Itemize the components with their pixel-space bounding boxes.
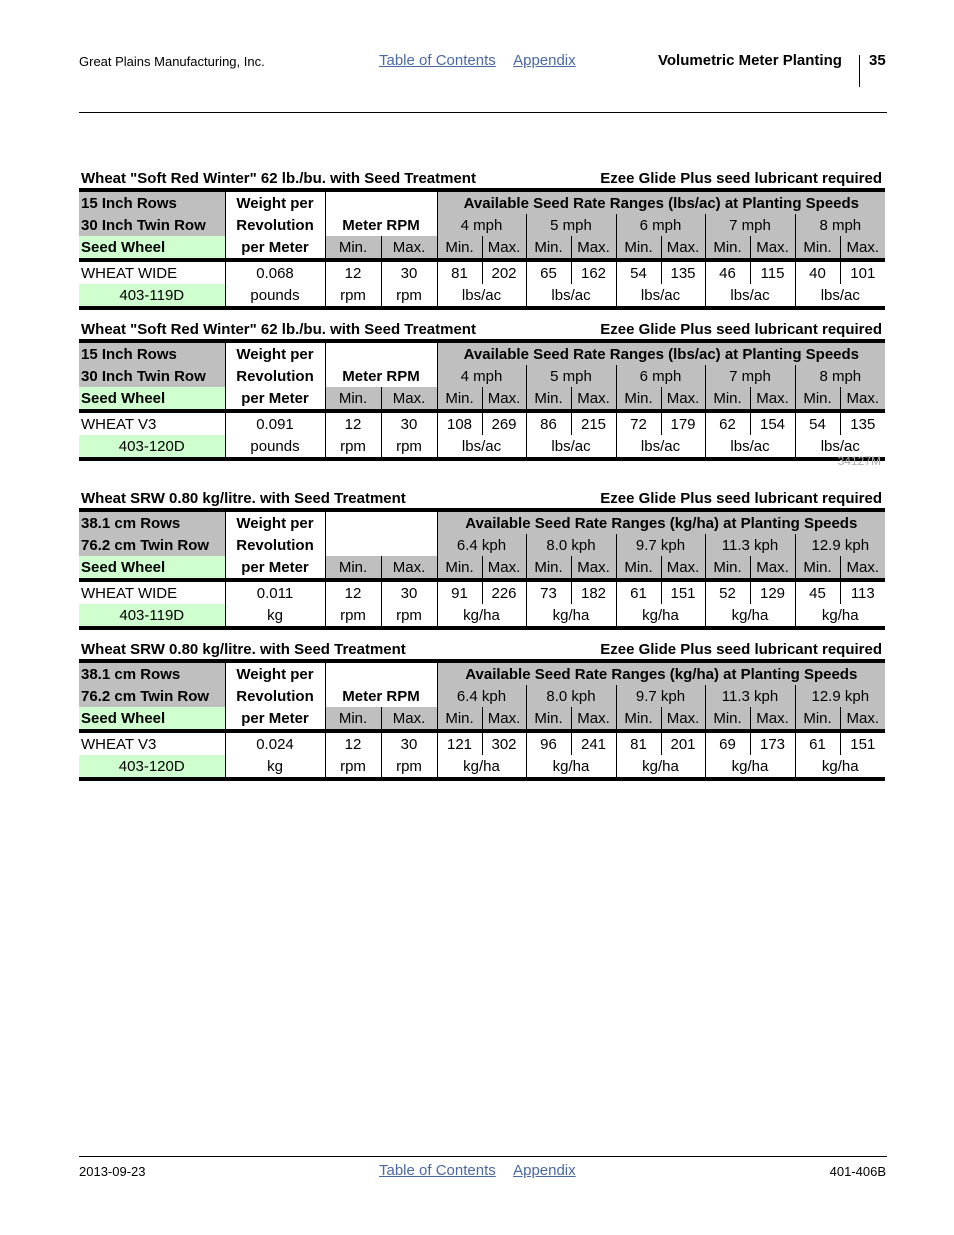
table-bottom-rule — [79, 626, 885, 630]
table-bottom-rule — [79, 457, 885, 461]
rpm-unit: rpm — [325, 755, 381, 777]
rate-min-value: 61 — [795, 731, 840, 755]
rpm-min-value: 12 — [325, 260, 381, 284]
speed-header: 8.0 kph — [526, 534, 616, 556]
rpm-unit: rpm — [381, 284, 437, 306]
weight-header: Revolution — [225, 214, 325, 236]
min-header: Min. — [526, 387, 571, 411]
seed-rate-table-3 — [79, 490, 885, 630]
speed-header: 9.7 kph — [616, 685, 705, 707]
rate-max-value: 129 — [750, 580, 795, 604]
min-header: Min. — [437, 707, 482, 731]
lubricant-note: Ezee Glide Plus seed lubricant required — [600, 170, 882, 187]
rpm-max-value: 30 — [381, 411, 437, 435]
rate-min-value: 108 — [437, 411, 482, 435]
available-rates-header: Available Seed Rate Ranges (kg/ha) at Planting Speeds — [437, 663, 885, 685]
seed-wheel-part-number: 403-119D — [79, 284, 225, 306]
rate-unit: kg/ha — [616, 604, 705, 626]
meter-rpm-header — [325, 534, 437, 556]
table-title-row — [79, 490, 885, 508]
table-bottom-rule — [79, 306, 885, 310]
company-name: Great Plains Manufacturing, Inc. — [79, 54, 265, 69]
seed-rate-table — [79, 663, 885, 777]
rate-max-value: 241 — [571, 731, 616, 755]
min-header: Min. — [705, 236, 750, 260]
weight-header: Revolution — [225, 685, 325, 707]
rate-max-value: 202 — [482, 260, 526, 284]
min-header: Min. — [437, 387, 482, 411]
footer-nav — [379, 1162, 590, 1179]
header-row — [79, 663, 885, 685]
max-header: Max. — [661, 707, 705, 731]
max-header: Max. — [750, 707, 795, 731]
appendix-link[interactable]: Appendix — [513, 1162, 576, 1179]
speed-header: 8 mph — [795, 365, 885, 387]
table-title: Wheat SRW 0.80 kg/litre. with Seed Treatment — [81, 490, 406, 507]
rate-unit: lbs/ac — [705, 435, 795, 457]
rpm-unit: rpm — [325, 604, 381, 626]
table-title: Wheat "Soft Red Winter" 62 lb./bu. with Seed Treatment — [81, 321, 476, 338]
row-spacing-label: 38.1 cm Rows — [79, 663, 225, 685]
lubricant-note: Ezee Glide Plus seed lubricant required — [600, 641, 882, 658]
seed-wheel-part-number: 403-120D — [79, 755, 225, 777]
seed-wheel-name: WHEAT V3 — [79, 411, 225, 435]
appendix-link[interactable]: Appendix — [513, 52, 576, 69]
rpm-max-value: 30 — [381, 731, 437, 755]
weight-unit: pounds — [225, 284, 325, 306]
max-header: Max. — [840, 387, 885, 411]
rate-max-value: 201 — [661, 731, 705, 755]
rate-max-value: 302 — [482, 731, 526, 755]
rate-max-value: 182 — [571, 580, 616, 604]
speed-header: 12.9 kph — [795, 534, 885, 556]
rate-min-value: 121 — [437, 731, 482, 755]
rpm-header-spacer — [325, 512, 437, 534]
row-spacing-label: 15 Inch Rows — [79, 192, 225, 214]
rate-min-value: 62 — [705, 411, 750, 435]
header-row — [79, 387, 885, 411]
rpm-header-spacer — [325, 663, 437, 685]
rpm-unit: rpm — [325, 284, 381, 306]
speed-header: 9.7 kph — [616, 534, 705, 556]
rate-max-value: 173 — [750, 731, 795, 755]
rate-max-value: 151 — [661, 580, 705, 604]
max-header: Max. — [750, 387, 795, 411]
max-header: Max. — [571, 556, 616, 580]
rate-max-value: 113 — [840, 580, 885, 604]
rpm-unit: rpm — [381, 755, 437, 777]
meter-rpm-header: Meter RPM — [325, 365, 437, 387]
weight-value: 0.091 — [225, 411, 325, 435]
min-header: Min. — [437, 556, 482, 580]
rpm-min-value: 12 — [325, 580, 381, 604]
header-row — [79, 556, 885, 580]
rate-min-value: 86 — [526, 411, 571, 435]
available-rates-header: Available Seed Rate Ranges (lbs/ac) at Planting Speeds — [437, 192, 885, 214]
rate-unit: kg/ha — [437, 755, 526, 777]
speed-header: 7 mph — [705, 214, 795, 236]
min-header: Min. — [616, 387, 661, 411]
rpm-max-value: 30 — [381, 580, 437, 604]
rate-min-value: 81 — [616, 731, 661, 755]
figure-number: 34127M — [837, 454, 881, 468]
table-title-row — [79, 321, 885, 339]
seed-rate-table-4 — [79, 641, 885, 781]
rate-min-value: 69 — [705, 731, 750, 755]
rate-unit: kg/ha — [437, 604, 526, 626]
rate-unit: lbs/ac — [705, 284, 795, 306]
min-header: Min. — [616, 236, 661, 260]
weight-unit: pounds — [225, 435, 325, 457]
table-row — [79, 604, 885, 626]
table-title-row — [79, 641, 885, 659]
row-spacing-label: 38.1 cm Rows — [79, 512, 225, 534]
rate-unit: lbs/ac — [526, 284, 616, 306]
max-header: Max. — [840, 707, 885, 731]
rate-min-value: 81 — [437, 260, 482, 284]
rate-max-value: 179 — [661, 411, 705, 435]
speed-header: 11.3 kph — [705, 534, 795, 556]
header-row — [79, 365, 885, 387]
rate-min-value: 65 — [526, 260, 571, 284]
min-header: Min. — [705, 556, 750, 580]
table-row — [79, 755, 885, 777]
max-header: Max. — [482, 707, 526, 731]
seed-wheel-label: Seed Wheel — [79, 556, 225, 580]
header-nav — [379, 52, 590, 69]
speed-header: 6.4 kph — [437, 685, 526, 707]
min-header: Min. — [616, 707, 661, 731]
rate-unit: kg/ha — [705, 755, 795, 777]
max-header: Max. — [661, 556, 705, 580]
rpm-max-value: 30 — [381, 260, 437, 284]
rate-unit: kg/ha — [795, 604, 885, 626]
weight-header: Weight per — [225, 512, 325, 534]
weight-unit: kg — [225, 604, 325, 626]
table-row — [79, 580, 885, 604]
lubricant-note: Ezee Glide Plus seed lubricant required — [600, 321, 882, 338]
min-header: Min. — [526, 236, 571, 260]
page-number: 35 — [869, 52, 886, 69]
toc-link[interactable]: Table of Contents — [379, 1162, 496, 1179]
max-header: Max. — [571, 387, 616, 411]
seed-rate-table — [79, 512, 885, 626]
footer-date: 2013-09-23 — [79, 1164, 146, 1179]
max-header: Max. — [750, 556, 795, 580]
header-row — [79, 214, 885, 236]
rate-min-value: 96 — [526, 731, 571, 755]
seed-wheel-name: WHEAT V3 — [79, 731, 225, 755]
header-row — [79, 512, 885, 534]
table-title: Wheat "Soft Red Winter" 62 lb./bu. with Seed Treatment — [81, 170, 476, 187]
max-header: Max. — [381, 707, 437, 731]
rate-unit: lbs/ac — [795, 284, 885, 306]
rate-min-value: 73 — [526, 580, 571, 604]
max-header: Max. — [482, 236, 526, 260]
speed-header: 8.0 kph — [526, 685, 616, 707]
min-header: Min. — [325, 556, 381, 580]
rate-unit: lbs/ac — [616, 284, 705, 306]
speed-header: 5 mph — [526, 365, 616, 387]
header-row — [79, 236, 885, 260]
rpm-unit: rpm — [381, 604, 437, 626]
speed-header: 7 mph — [705, 365, 795, 387]
available-rates-header: Available Seed Rate Ranges (lbs/ac) at Planting Speeds — [437, 343, 885, 365]
table-row — [79, 260, 885, 284]
weight-value: 0.024 — [225, 731, 325, 755]
rate-max-value: 101 — [840, 260, 885, 284]
header-row — [79, 534, 885, 556]
max-header: Max. — [750, 236, 795, 260]
weight-header: per Meter — [225, 556, 325, 580]
table-row — [79, 731, 885, 755]
rate-min-value: 45 — [795, 580, 840, 604]
weight-unit: kg — [225, 755, 325, 777]
min-header: Min. — [795, 387, 840, 411]
seed-wheel-name: WHEAT WIDE — [79, 260, 225, 284]
twin-row-label: 76.2 cm Twin Row — [79, 534, 225, 556]
weight-header: per Meter — [225, 236, 325, 260]
rate-min-value: 52 — [705, 580, 750, 604]
twin-row-label: 30 Inch Twin Row — [79, 365, 225, 387]
header-row — [79, 343, 885, 365]
speed-header: 11.3 kph — [705, 685, 795, 707]
seed-wheel-label: Seed Wheel — [79, 707, 225, 731]
rate-min-value: 72 — [616, 411, 661, 435]
min-header: Min. — [526, 707, 571, 731]
lubricant-note: Ezee Glide Plus seed lubricant required — [600, 490, 882, 507]
seed-rate-table-1 — [79, 170, 885, 310]
header-row — [79, 685, 885, 707]
min-header: Min. — [705, 707, 750, 731]
table-row — [79, 411, 885, 435]
rpm-unit: rpm — [325, 435, 381, 457]
available-rates-header: Available Seed Rate Ranges (kg/ha) at Planting Speeds — [437, 512, 885, 534]
weight-value: 0.011 — [225, 580, 325, 604]
meter-rpm-header: Meter RPM — [325, 685, 437, 707]
row-spacing-label: 15 Inch Rows — [79, 343, 225, 365]
max-header: Max. — [840, 236, 885, 260]
speed-header: 12.9 kph — [795, 685, 885, 707]
table-bottom-rule — [79, 777, 885, 781]
weight-header: Weight per — [225, 192, 325, 214]
rate-unit: kg/ha — [526, 755, 616, 777]
rate-unit: lbs/ac — [526, 435, 616, 457]
rate-min-value: 91 — [437, 580, 482, 604]
min-header: Min. — [616, 556, 661, 580]
min-header: Min. — [325, 236, 381, 260]
speed-header: 6 mph — [616, 214, 705, 236]
rpm-header-spacer — [325, 192, 437, 214]
rpm-min-value: 12 — [325, 731, 381, 755]
max-header: Max. — [381, 556, 437, 580]
twin-row-label: 76.2 cm Twin Row — [79, 685, 225, 707]
seed-wheel-part-number: 403-120D — [79, 435, 225, 457]
min-header: Min. — [325, 707, 381, 731]
rpm-header-spacer — [325, 343, 437, 365]
min-header: Min. — [795, 707, 840, 731]
speed-header: 6 mph — [616, 365, 705, 387]
max-header: Max. — [381, 236, 437, 260]
rate-max-value: 269 — [482, 411, 526, 435]
rpm-unit: rpm — [381, 435, 437, 457]
weight-header: per Meter — [225, 707, 325, 731]
footer-part-number: 401-406B — [829, 1164, 886, 1179]
min-header: Min. — [795, 236, 840, 260]
rate-min-value: 61 — [616, 580, 661, 604]
table-row — [79, 284, 885, 306]
seed-rate-table — [79, 343, 885, 457]
weight-header: Revolution — [225, 534, 325, 556]
rate-min-value: 40 — [795, 260, 840, 284]
header-row — [79, 707, 885, 731]
max-header: Max. — [482, 387, 526, 411]
weight-header: Weight per — [225, 663, 325, 685]
speed-header: 4 mph — [437, 214, 526, 236]
rate-max-value: 135 — [661, 260, 705, 284]
max-header: Max. — [571, 236, 616, 260]
seed-wheel-name: WHEAT WIDE — [79, 580, 225, 604]
meter-rpm-header: Meter RPM — [325, 214, 437, 236]
toc-link[interactable]: Table of Contents — [379, 52, 496, 69]
rate-unit: kg/ha — [795, 755, 885, 777]
table-row — [79, 435, 885, 457]
weight-header: Revolution — [225, 365, 325, 387]
rate-unit: kg/ha — [616, 755, 705, 777]
rate-max-value: 154 — [750, 411, 795, 435]
max-header: Max. — [482, 556, 526, 580]
seed-rate-table — [79, 192, 885, 306]
rate-min-value: 54 — [616, 260, 661, 284]
table-title: Wheat SRW 0.80 kg/litre. with Seed Treatment — [81, 641, 406, 658]
rate-unit: lbs/ac — [795, 435, 885, 457]
rate-unit: lbs/ac — [437, 284, 526, 306]
rate-min-value: 46 — [705, 260, 750, 284]
rate-max-value: 162 — [571, 260, 616, 284]
speed-header: 4 mph — [437, 365, 526, 387]
seed-wheel-label: Seed Wheel — [79, 236, 225, 260]
max-header: Max. — [661, 387, 705, 411]
header-rule — [79, 112, 887, 113]
rpm-min-value: 12 — [325, 411, 381, 435]
rate-max-value: 151 — [840, 731, 885, 755]
min-header: Min. — [325, 387, 381, 411]
max-header: Max. — [661, 236, 705, 260]
rate-max-value: 226 — [482, 580, 526, 604]
speed-header: 5 mph — [526, 214, 616, 236]
rate-unit: lbs/ac — [437, 435, 526, 457]
min-header: Min. — [705, 387, 750, 411]
rate-max-value: 215 — [571, 411, 616, 435]
rate-max-value: 115 — [750, 260, 795, 284]
rate-max-value: 135 — [840, 411, 885, 435]
section-title: Volumetric Meter Planting — [658, 52, 842, 69]
min-header: Min. — [795, 556, 840, 580]
rate-unit: kg/ha — [526, 604, 616, 626]
speed-header: 8 mph — [795, 214, 885, 236]
header-row — [79, 192, 885, 214]
min-header: Min. — [526, 556, 571, 580]
seed-rate-table-2 — [79, 321, 885, 468]
max-header: Max. — [381, 387, 437, 411]
footer-rule — [79, 1156, 887, 1157]
speed-header: 6.4 kph — [437, 534, 526, 556]
table-title-row — [79, 170, 885, 188]
min-header: Min. — [437, 236, 482, 260]
weight-header: Weight per — [225, 343, 325, 365]
max-header: Max. — [840, 556, 885, 580]
header-divider — [859, 55, 860, 87]
rate-unit: kg/ha — [705, 604, 795, 626]
rate-unit: lbs/ac — [616, 435, 705, 457]
twin-row-label: 30 Inch Twin Row — [79, 214, 225, 236]
seed-wheel-label: Seed Wheel — [79, 387, 225, 411]
weight-header: per Meter — [225, 387, 325, 411]
rate-min-value: 54 — [795, 411, 840, 435]
weight-value: 0.068 — [225, 260, 325, 284]
seed-wheel-part-number: 403-119D — [79, 604, 225, 626]
max-header: Max. — [571, 707, 616, 731]
